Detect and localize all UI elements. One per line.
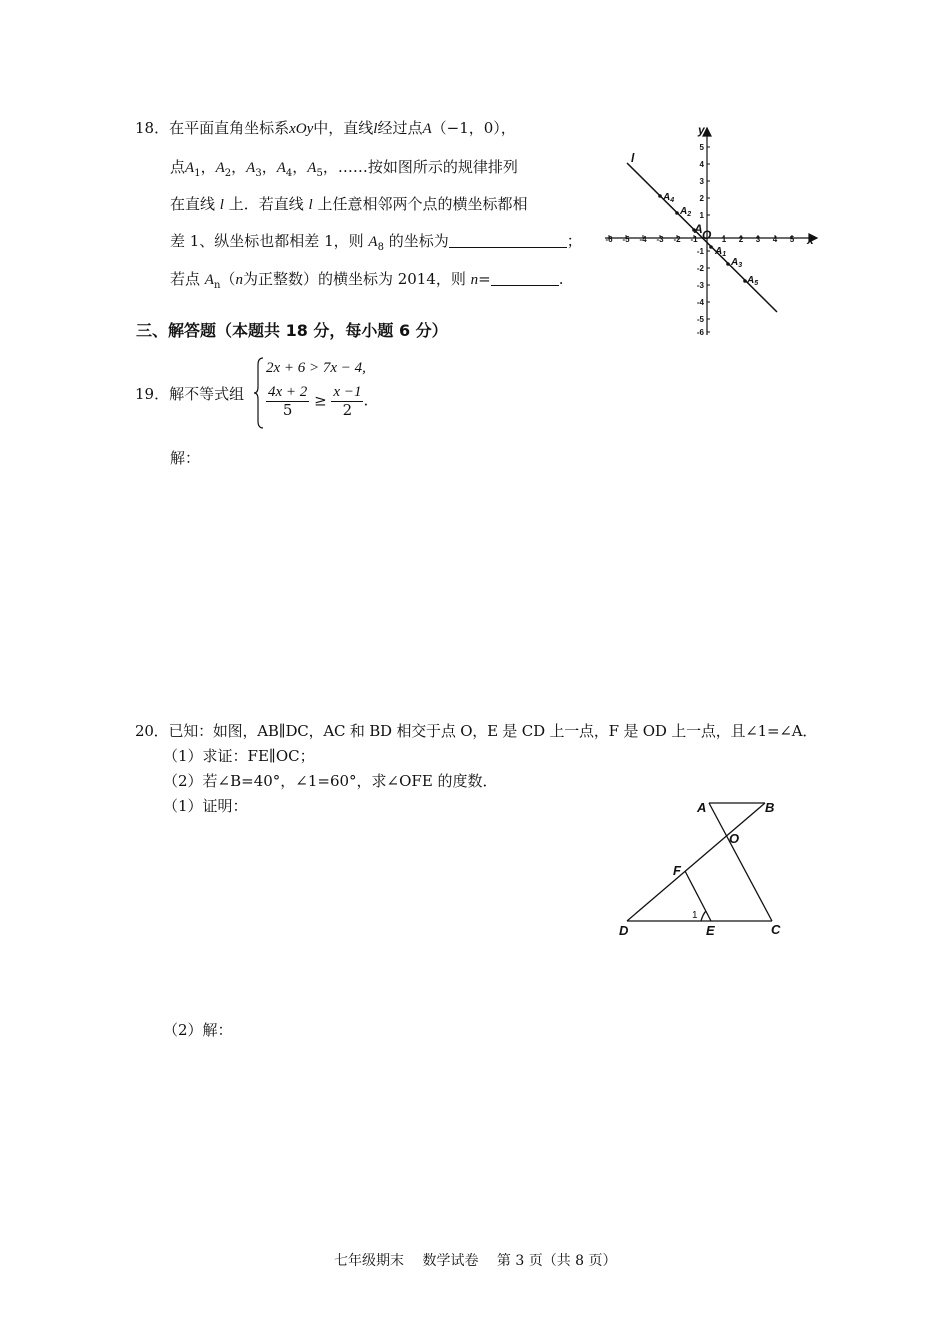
point-E-label: E xyxy=(706,923,715,938)
point-A4-label: $A_4$ xyxy=(663,192,675,204)
q20-proof-area[interactable] xyxy=(163,820,603,1010)
svg-text:-4: -4 xyxy=(639,235,647,244)
q18-line5: 若点 $A_n(n$为正整数）的横坐标为 2014，则 n= . xyxy=(170,270,564,291)
point-A5-label: $A_5$ xyxy=(747,275,759,287)
line-l-label: l xyxy=(631,151,635,165)
geometry-figure xyxy=(615,795,795,945)
q18-line3: 在直线 l 上．若直线 l 上任意相邻两个点的横坐标都相 xyxy=(170,195,528,213)
point-A3-label: $A_3$ xyxy=(731,257,743,269)
svg-text:-3: -3 xyxy=(656,235,664,244)
q19-answer-label: 解： xyxy=(170,449,201,467)
point-A2-label: $A_2$ xyxy=(680,206,692,218)
svg-text:5: 5 xyxy=(789,235,795,244)
svg-text:-1: -1 xyxy=(690,235,698,244)
origin-label: O xyxy=(702,228,712,242)
coordinate-graph xyxy=(595,120,825,340)
svg-text:-6: -6 xyxy=(696,328,704,337)
svg-text:-2: -2 xyxy=(696,264,704,273)
svg-text:-1: -1 xyxy=(696,247,704,256)
page-footer: 七年级期末 数学试卷 第 3 页（共 8 页） xyxy=(334,1253,617,1269)
x-axis-label: x xyxy=(807,233,814,247)
svg-text:-2: -2 xyxy=(673,235,681,244)
q20-solution-area[interactable] xyxy=(163,1045,803,1225)
system-brace xyxy=(254,357,264,429)
q18-number: 18． xyxy=(135,119,170,137)
n-answer-blank[interactable] xyxy=(491,271,559,286)
point-A1-label: $A_1$ xyxy=(715,246,727,258)
svg-text:-3: -3 xyxy=(696,281,704,290)
svg-text:3: 3 xyxy=(699,177,704,186)
point-O-label: O xyxy=(729,831,740,846)
q20-proof-label: （1）证明： xyxy=(163,797,248,815)
a8-answer-blank[interactable] xyxy=(449,233,567,248)
q18-line1: 18．在平面直角坐标系xOy中，直线l经过点A（−1，0）， xyxy=(135,119,516,137)
vertex-C-label: C xyxy=(771,922,781,937)
point-F-label: F xyxy=(673,863,681,878)
svg-text:-4: -4 xyxy=(696,298,704,307)
angle-1-label: 1 xyxy=(692,910,698,921)
q20-part1: （1）求证：FE∥OC； xyxy=(163,747,315,765)
point-A-label: A xyxy=(694,222,703,236)
svg-text:-5: -5 xyxy=(622,235,630,244)
inequality-1: 2x + 6 > 7x − 4, xyxy=(266,360,366,376)
q18-line4: 差 1、纵坐标也都相差 1，则 $A_8$ 的坐标为 ； xyxy=(170,232,582,253)
svg-text:2: 2 xyxy=(738,235,744,244)
vertex-D-label: D xyxy=(619,923,629,938)
svg-text:4: 4 xyxy=(772,235,778,244)
svg-text:-6: -6 xyxy=(605,235,613,244)
y-axis-label: y xyxy=(698,123,705,137)
inequality-2: $\frac{4x + 2}{5}$ ≥ $\frac{x -1}{2}$ . xyxy=(268,384,369,419)
svg-text:-5: -5 xyxy=(696,315,704,324)
q18-line2: 点$A_1$，$A_2$，$A_3$，$A_4$，$A_5$，……按如图所示的规律排列 xyxy=(170,158,518,179)
svg-text:1: 1 xyxy=(721,235,727,244)
svg-text:4: 4 xyxy=(699,160,704,169)
vertex-A-label: A xyxy=(697,800,707,815)
svg-text:5: 5 xyxy=(699,143,704,152)
q20-stem: 20．已知：如图，AB∥DC，AC 和 BD 相交于点 O，E 是 CD 上一点，F 是 OD 上一点，且∠1=∠A． xyxy=(135,722,818,740)
svg-text:3: 3 xyxy=(755,235,761,244)
vertex-B-label: B xyxy=(765,800,775,815)
q19-stem: 19．解不等式组 xyxy=(135,385,245,403)
svg-text:2: 2 xyxy=(699,194,704,203)
q19-answer-area[interactable] xyxy=(170,475,810,695)
q20-part2: （2）若∠B=40°，∠1=60°，求∠OFE 的度数． xyxy=(163,772,498,790)
section-heading: 三、解答题（本题共 18 分，每小题 6 分） xyxy=(136,321,448,340)
svg-text:1: 1 xyxy=(699,211,704,220)
q20-solution-label: （2）解： xyxy=(163,1021,233,1039)
